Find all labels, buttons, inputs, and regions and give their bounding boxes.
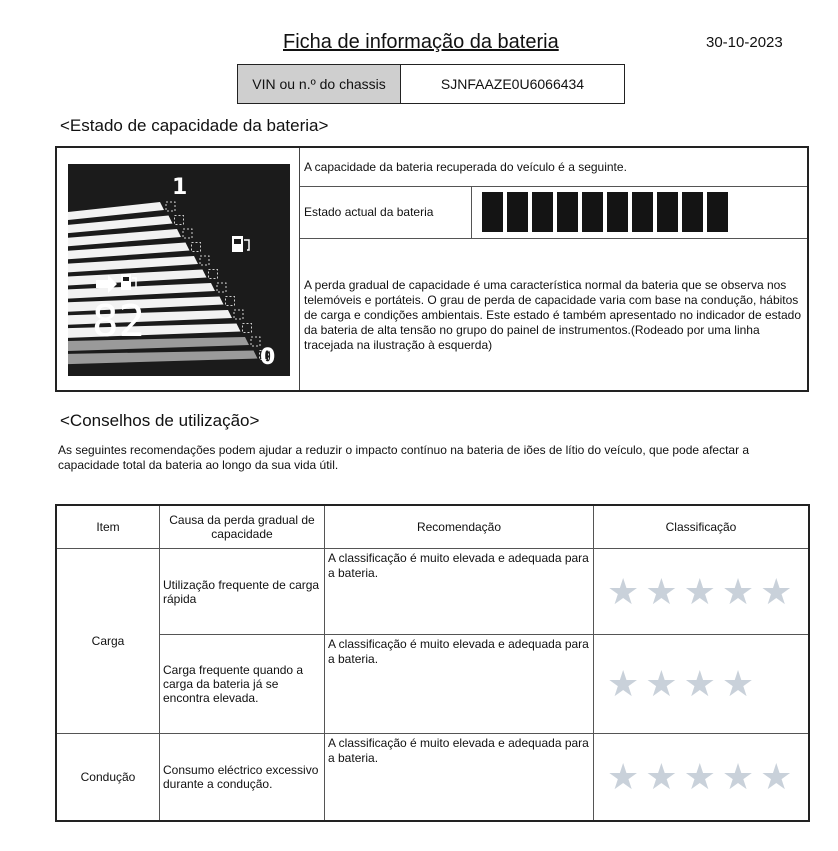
capacity-heading: <Estado de capacidade da bateria> (60, 116, 329, 135)
state-segment (507, 192, 528, 232)
star-icon: ★ (645, 570, 678, 612)
star-icon: ★ (760, 570, 793, 612)
header-item: Item (56, 505, 160, 549)
table-row (56, 549, 809, 635)
capacity-intro: A capacidade da bateria recuperada do veículo é a seguinte. (300, 148, 807, 187)
star-icon: ★ (607, 663, 640, 705)
table-row (56, 734, 809, 821)
vin-value: SJNFAAZE0U6066434 (440, 76, 585, 92)
rating-cell (594, 635, 810, 734)
item-cell: Carga (56, 549, 160, 734)
header-recommendation: Recomendação (325, 505, 594, 549)
state-segment (582, 192, 603, 232)
state-segment (482, 192, 503, 232)
gauge-bar (68, 256, 198, 272)
battery-gauge-image (68, 164, 290, 376)
table-header-row (56, 505, 809, 549)
gauge-reading: 82 (92, 296, 145, 347)
recommendation-cell: A classificação é muito elevada e adequada para a bateria. (325, 549, 594, 635)
cause-cell: Utilização frequente de carga rápida (160, 549, 325, 635)
state-segment (532, 192, 553, 232)
header-cause: Causa da perda gradual de capacidade (160, 505, 325, 549)
star-rating (595, 663, 807, 705)
gauge-top-label: 1 (172, 175, 188, 200)
star-icon: ★ (607, 570, 640, 612)
star-icon: ★ (607, 756, 640, 798)
gauge-dashed-segment (226, 297, 235, 306)
state-segment (557, 192, 578, 232)
star-icon: ★ (683, 756, 716, 798)
capacity-description: A perda gradual de capacidade é uma característica normal da bateria que se observa nos telemóveis e portáteis. O grau de perda de capacidade varia com base na condução, hábitos de carga e condições ambientais. Este estado é também apresentado no indicador de estado da bateria de alta tensão no grupo do painel de instrumentos.(Rodeado por uma linha tracejada na ilustração à esquerda) (304, 278, 801, 352)
gauge-dashed-segment (166, 202, 175, 211)
recommendation-cell: A classificação é muito elevada e adequada para a bateria. (325, 635, 594, 734)
advice-heading: <Conselhos de utilização> (60, 411, 260, 430)
star-rating (595, 570, 807, 612)
star-icon: ★ (645, 756, 678, 798)
gauge-bottom-label: 0 (260, 345, 276, 370)
gauge-dashed-segment (217, 283, 226, 292)
state-segment (707, 192, 728, 232)
vin-label: VIN ou n.º do chassis (238, 65, 401, 103)
vin-box (237, 64, 625, 104)
cause-cell: Consumo eléctrico excessivo durante a condução. (160, 734, 325, 821)
recommendations-table (55, 504, 810, 822)
gauge-dashed-segment (183, 229, 192, 238)
gauge-bar (68, 229, 181, 246)
star-icon: ★ (721, 570, 755, 612)
date: 30-10-2023 (706, 34, 783, 51)
star-icon: ★ (683, 663, 716, 705)
item-cell: Condução (56, 734, 160, 821)
gauge-graphic (68, 164, 290, 376)
gauge-dashed-segment (243, 324, 252, 333)
cause-cell: Carga frequente quando a carga da bateria já se encontra elevada. (160, 635, 325, 734)
rating-cell (594, 549, 810, 635)
gauge-bar (68, 243, 190, 260)
gauge-dashed-segment (200, 256, 209, 265)
star-icon: ★ (645, 663, 678, 705)
gauge-dashed-segment (209, 270, 218, 279)
star-icon: ★ (683, 570, 716, 612)
advice-text: As seguintes recomendações podem ajudar a reduzir o impacto contínuo na bateria de iões de lítio do veículo, que pode afectar a capacidade total da bateria ao longo da sua vida útil. (58, 443, 750, 472)
star-icon: ★ (760, 756, 793, 798)
capacity-panel (55, 146, 809, 392)
table-row (56, 635, 809, 734)
state-segment (682, 192, 703, 232)
page-title: Ficha de informação da bateria (283, 31, 559, 53)
gauge-dashed-segment (234, 310, 243, 319)
star-icon: ★ (721, 663, 755, 705)
battery-state-label: Estado actual da bateria (300, 186, 472, 238)
recommendation-cell: A classificação é muito elevada e adequada para a bateria. (325, 734, 594, 821)
fuel-pump-icon (232, 236, 249, 252)
star-rating (595, 756, 807, 798)
gauge-dashed-segment (192, 243, 201, 252)
battery-state-bars (482, 192, 728, 232)
capacity-info (299, 148, 807, 390)
gauge-dashed-segment (175, 216, 184, 225)
star-icon: ★ (721, 756, 755, 798)
rating-cell (594, 734, 810, 821)
state-segment (607, 192, 628, 232)
state-segment (657, 192, 678, 232)
gauge-bar (68, 270, 207, 286)
header-rating: Classificação (594, 505, 810, 549)
gauge-bar (68, 351, 258, 365)
state-segment (632, 192, 653, 232)
battery-state-row (300, 186, 807, 239)
gauge-dashed-segment (251, 337, 260, 346)
